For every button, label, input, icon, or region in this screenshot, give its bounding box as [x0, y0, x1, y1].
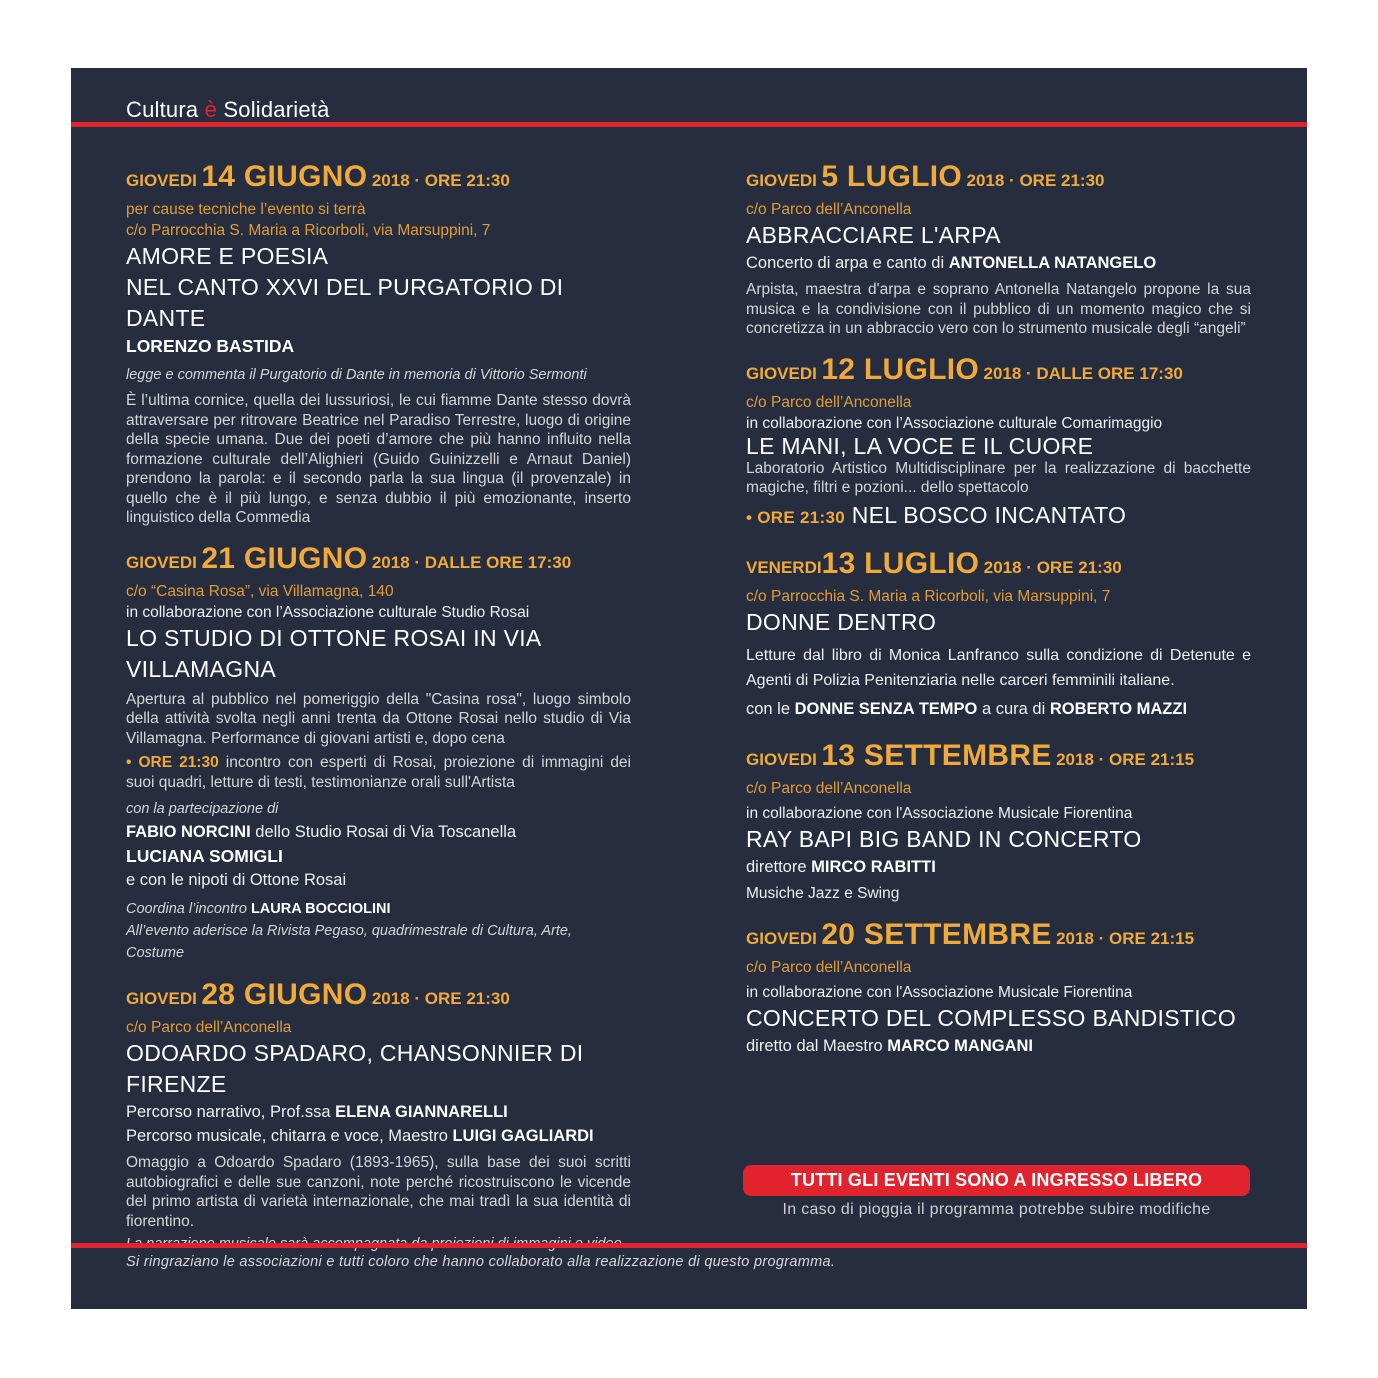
top-divider: [71, 122, 1307, 127]
line-name: ELENA GIANNARELLI: [335, 1103, 508, 1121]
event-venue: c/o Parrocchia S. Maria a Ricorboli, via Marsuppini, 7: [126, 222, 491, 239]
director-name: MARCO MANGANI: [887, 1036, 1033, 1055]
participant-affiliation: dello Studio Rosai di Via Toscanella: [255, 823, 517, 841]
year-time: 2018 · ORE 21:30: [966, 171, 1105, 190]
participation-label: con la partecipazione di: [126, 801, 279, 817]
event-director: [746, 1034, 1251, 1058]
event-13-luglio: [746, 547, 1251, 721]
subtitle-name: ANTONELLA NATANGELO: [948, 254, 1157, 272]
event-description: Arpista, maestra d'arpa e soprano Antonella Natangelo propone la sua musica e la condivisione con il pubblico di un momento magico che si concretizza in un abbraccio vero con lo strumento musicale degli “angeli”: [746, 281, 1251, 337]
date: 21 GIUGNO: [201, 541, 368, 575]
evening-time: • ORE 21:30: [126, 754, 219, 771]
weekday: VENERDI: [746, 557, 822, 577]
header-word-solidarieta: Solidarietà: [223, 97, 330, 122]
director-label: diretto dal Maestro: [746, 1036, 883, 1055]
coordinator-line: [126, 898, 631, 920]
year-time: 2018 · DALLE ORE 17:30: [371, 552, 572, 572]
event-title: CONCERTO DEL COMPLESSO BANDISTICO: [746, 1004, 1237, 1031]
event-description: Omaggio a Odoardo Spadaro (1893-1965), sulla base dei suoi scritti autobiografici e delle sue canzoni, note perché ricostruiscono le vicende del primo artista di varietà internazionale, che mai tradì la sua identità di fiorentino.: [126, 1154, 631, 1230]
event-venue: c/o Parrocchia S. Maria a Ricorboli, via Marsuppini, 7: [746, 587, 1111, 605]
date: 13 LUGLIO: [821, 546, 980, 580]
event-description: Laboratorio Artistico Multidisciplinare per la realizzazione di bacchette magiche, filtri e pozioni... dello spettacolo: [746, 459, 1251, 496]
participant-2: LUCIANA SOMIGLI: [126, 846, 283, 866]
event-note: per cause tecniche l’evento si terrà: [126, 201, 366, 218]
participant-1: [126, 820, 631, 844]
pegaso-note: All’evento aderisce la Rivista Pegaso, quadrimestrale di Cultura, Arte, Costume: [126, 923, 572, 961]
weekday: GIOVEDI: [126, 171, 197, 190]
date: 28 GIUGNO: [201, 978, 368, 1011]
event-date: [746, 160, 1251, 199]
year-time: 2018 · ORE 21:30: [371, 171, 510, 190]
event-title: DONNE DENTRO: [746, 608, 937, 635]
weekday: GIOVEDI: [126, 989, 197, 1008]
event-date: [126, 542, 631, 581]
year-time: 2018 · ORE 21:30: [371, 989, 510, 1008]
event-title: LO STUDIO DI OTTONE ROSAI IN VIA VILLAMAGNA: [126, 624, 541, 682]
event-title: ABBRACCIARE L'ARPA: [746, 222, 1001, 248]
credits-curator: ROBERTO MAZZI: [1049, 699, 1188, 718]
subtitle-label: Concerto di arpa e canto di: [746, 254, 945, 272]
evening-description: incontro con esperti di Rosai, proiezione di immagini dei suoi quadri, letture di testi, testimonianze orali sull'Artista: [126, 754, 632, 791]
event-date: [746, 353, 1251, 392]
event-date: [746, 547, 1251, 586]
page-header: [126, 97, 330, 123]
event-title-line2: NEL CANTO XXVI DEL PURGATORIO DI DANTE: [126, 274, 564, 331]
event-line-narrative: [126, 1100, 631, 1124]
event-5-luglio: [746, 160, 1251, 339]
date: 13 SETTEMBRE: [821, 738, 1052, 772]
header-word-cultura: Cultura: [126, 97, 199, 122]
event-date: [126, 978, 631, 1017]
event-12-luglio: [746, 353, 1251, 533]
event-performer: LORENZO BASTIDA: [126, 336, 295, 356]
weekday: GIOVEDI: [746, 928, 817, 948]
right-column: [746, 160, 1251, 1072]
year-time: 2018 · ORE 21:30: [983, 557, 1122, 577]
event-title: RAY BAPI BIG BAND IN CONCERTO: [746, 825, 1142, 852]
left-column: [126, 160, 631, 1269]
event-genre: Musiche Jazz e Swing: [746, 884, 900, 902]
rain-note: In caso di pioggia il programma potrebbe subire modifiche: [782, 1201, 1211, 1218]
event-evening-title: [746, 500, 1251, 533]
event-director: [746, 855, 1251, 879]
year-time: 2018 · ORE 21:15: [1056, 928, 1195, 948]
event-collaboration: in collaborazione con l'Associazione Musicale Fiorentina: [746, 983, 1133, 1001]
event-description: È l’ultima cornice, quella dei lussuriosi, le cui fiamme Dante stesso dovrà attraversare per ritrovare Beatrice nel Paradiso Terrestre, luogo di origine della specie umana. Due dei poeti d’amore che più hanno influito nella formazione culturale dell’Alighieri (Guido Guinizzelli e Arnaut Daniel) prendono la parola: e il secondo parla la sua lingua (il provenzale) in quello che è il più lungo, e senza dubbio il più emozionante, inserto linguistico della Commedia: [126, 392, 631, 526]
event-description: Apertura al pubblico nel pomeriggio della "Casina rosa", luogo simbolo della attività svolta negli anni trenta da Ottone Rosai nello studio di Via Villamagna. Performance di giovani artisti e, dopo cena: [126, 690, 631, 747]
event-venue: c/o “Casina Rosa”, via Villamagna, 140: [126, 582, 394, 600]
free-entry-banner: TUTTI GLI EVENTI SONO A INGRESSO LIBERO: [743, 1165, 1250, 1196]
event-venue: c/o Parco dell’Anconella: [746, 201, 912, 218]
event-collaboration: in collaborazione con l'Associazione Musicale Fiorentina: [746, 804, 1133, 822]
event-credits: [746, 697, 1251, 721]
event-collaboration: in collaborazione con l’Associazione culturale Studio Rosai: [126, 603, 530, 621]
event-28-giugno: [126, 978, 631, 1255]
event-title: LE MANI, LA VOCE E IL CUORE: [746, 432, 1094, 459]
participant-name: FABIO NORCINI: [126, 823, 251, 841]
event-21-giugno: [126, 542, 631, 965]
director-name: MIRCO RABITTI: [811, 857, 936, 876]
year-time: 2018 · DALLE ORE 17:30: [983, 363, 1183, 383]
event-evening-program: [126, 753, 631, 792]
event-title: ODOARDO SPADARO, CHANSONNIER DI FIRENZE: [126, 1040, 584, 1097]
event-line-musical: [126, 1124, 631, 1148]
event-venue: c/o Parco dell’Anconella: [126, 1019, 292, 1036]
date: 12 LUGLIO: [821, 352, 980, 386]
director-label: direttore: [746, 857, 807, 876]
date: 5 LUGLIO: [821, 160, 963, 193]
event-venue: c/o Parco dell’Anconella: [746, 779, 912, 797]
event-venue: c/o Parco dell’Anconella: [746, 393, 912, 411]
line-label: Percorso narrativo, Prof.ssa: [126, 1103, 331, 1121]
event-date: [746, 918, 1251, 957]
program-panel: [71, 68, 1307, 1309]
weekday: GIOVEDI: [746, 749, 817, 769]
event-subtitle: [746, 251, 1251, 275]
line-name: LUIGI GAGLIARDI: [452, 1127, 594, 1145]
date: 14 GIUGNO: [201, 160, 368, 193]
credits-label-2: a cura di: [981, 699, 1046, 718]
participant-3: e con le nipoti di Ottone Rosai: [126, 871, 347, 889]
evening-title: NEL BOSCO INCANTATO: [851, 501, 1127, 528]
event-20-settembre: [746, 918, 1251, 1058]
event-subtitle: legge e commenta il Purgatorio di Dante in memoria di Vittorio Sermonti: [126, 367, 587, 383]
event-14-giugno: [126, 160, 631, 528]
event-collaboration: in collaborazione con l’Associazione culturale Comarimaggio: [746, 414, 1163, 432]
event-title: AMORE E POESIA: [126, 243, 329, 269]
event-venue: c/o Parco dell’Anconella: [746, 958, 912, 976]
date: 20 SETTEMBRE: [821, 917, 1052, 951]
credits-group: DONNE SENZA TEMPO: [794, 699, 978, 718]
coordinator-name: LAURA BOCCIOLINI: [250, 901, 391, 917]
weekday: GIOVEDI: [746, 171, 817, 190]
credits-label: con le: [746, 699, 791, 718]
year-time: 2018 · ORE 21:15: [1056, 749, 1195, 769]
line-label: Percorso musicale, chitarra e voce, Maestro: [126, 1127, 448, 1145]
weekday: GIOVEDI: [126, 552, 197, 572]
coordinator-label: Coordina l’incontro: [126, 901, 247, 917]
evening-time: • ORE 21:30: [746, 507, 846, 527]
event-13-settembre: [746, 739, 1251, 904]
weekday: GIOVEDI: [746, 363, 817, 383]
event-date: [746, 739, 1251, 778]
event-date: [126, 160, 631, 199]
thanks-note: Si ringraziano le associazioni e tutti coloro che hanno collaborato alla realizzazione di questo programma.: [126, 1254, 836, 1270]
bottom-divider: [71, 1243, 1307, 1248]
header-word-e: è: [204, 97, 218, 122]
event-description: Letture dal libro di Monica Lanfranco sulla condizione di Detenute e Agenti di Polizia Penitenziaria nelle carceri femminili italiane.: [746, 646, 1251, 689]
